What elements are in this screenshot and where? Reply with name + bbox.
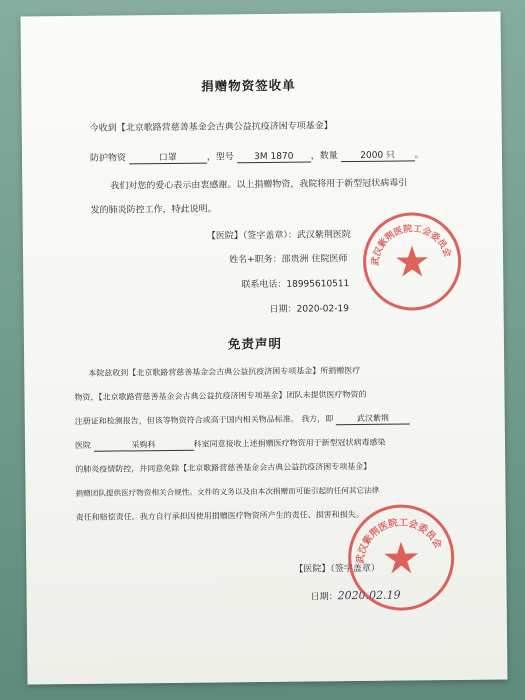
receipt-title: 捐赠物资签收单 xyxy=(201,77,296,94)
disclaimer-line-1: 本院兹收到【北京歌路营慈善基金会古典公益抗疫济困专项基金】所捐赠医疗 xyxy=(88,365,361,378)
qty-label: ，数量 xyxy=(310,151,338,162)
receipt-hospital-line xyxy=(207,227,351,242)
disclaimer-title: 免责声明 xyxy=(227,335,283,352)
received-prefix: 今收到 xyxy=(89,123,117,134)
phone-line xyxy=(241,276,349,290)
qty-value: 2000 只 xyxy=(341,147,415,162)
disclaimer-line-2: 物资，【北京歌路营慈善基金会古典公益抗疫济困专项基金】团队未提供医疗物资的 xyxy=(74,389,367,402)
disclaimer-hospital-label: 【医院】（签字盖章） xyxy=(294,563,380,575)
receipt-date-label: 日期： xyxy=(269,304,297,315)
disclaimer-line-7: 责任和赔偿责任。我方自行承担因使用捐赠医疗物资所产生的责任、损害和损失。 xyxy=(75,509,364,522)
disclaimer-line-4 xyxy=(75,437,386,452)
disclaimer-dept-fill: 采购科 xyxy=(93,439,193,452)
disclaimer-line-4-b: 科室同意接收上述捐赠医疗物资用于新型冠状病毒感染 xyxy=(193,437,386,449)
phone-label: 联系电话： xyxy=(241,279,287,291)
name-line xyxy=(229,251,348,265)
receipt-date-value: 2020-02-19 xyxy=(296,304,349,315)
received-line xyxy=(90,118,333,134)
receipt-date-line xyxy=(270,301,349,315)
disclaimer-date-label: 日期： xyxy=(310,592,338,603)
seal-top-text: 武汉紫荆医院工会委员会 xyxy=(370,224,453,267)
disclaimer-hospital-fill: 武汉紫荆 xyxy=(336,412,410,425)
thanks-line-2: 发的肺炎防控工作，特此说明。 xyxy=(90,204,217,216)
disclaimer-line-3-text: 注册证和检测报告，但该等物资符合或高于国内相关物品标准。 我方，即 xyxy=(74,414,334,426)
disclaimer-line-3 xyxy=(75,412,410,428)
red-seal-top xyxy=(363,212,462,311)
name-value: 邵贵洲 住院医师 xyxy=(281,254,348,265)
model-value: 3M 1870 xyxy=(237,151,311,163)
receipt-hospital-label: 【医院】（签字盖章）： xyxy=(206,230,297,242)
qty-end: 。 xyxy=(414,150,424,161)
disclaimer-line-6: 捐赠团队提供医疗物资相关合规性。文件的义务以及由本次捐赠而可能引起的任何其它法律 xyxy=(75,485,380,498)
disclaimer-line-5: 的肺炎疫情防控，并同意免除【北京歌路营慈善基金会古典公益抗疫济困专项基金】 xyxy=(75,461,372,474)
receipt-hospital-value: 武汉紫荆医院 xyxy=(296,230,351,241)
item-line xyxy=(90,147,424,164)
red-seal-bottom xyxy=(348,504,455,611)
item-value: 口罩 xyxy=(129,150,207,165)
name-label: 姓名+职务： xyxy=(229,254,282,266)
seal-bottom-text: 武汉紫荆医院工会委员会 xyxy=(355,517,444,565)
disclaimer-date-value: 2020.02.19 xyxy=(337,588,401,603)
phone-value: 18995610511 xyxy=(286,279,350,290)
disclaimer-line-4-a: 医院 xyxy=(74,440,92,450)
document-paper xyxy=(21,12,508,685)
donor-name: 【北京歌路营慈善基金会古典公益抗疫济困专项基金】 xyxy=(116,121,333,134)
item-label: 防护物资 xyxy=(89,153,127,164)
model-label: ，型号 xyxy=(206,152,234,163)
thanks-line-1: 我们对您的爱心表示由衷感谢。以上捐赠物资，我院将用于新型冠状病毒引 xyxy=(110,178,408,192)
